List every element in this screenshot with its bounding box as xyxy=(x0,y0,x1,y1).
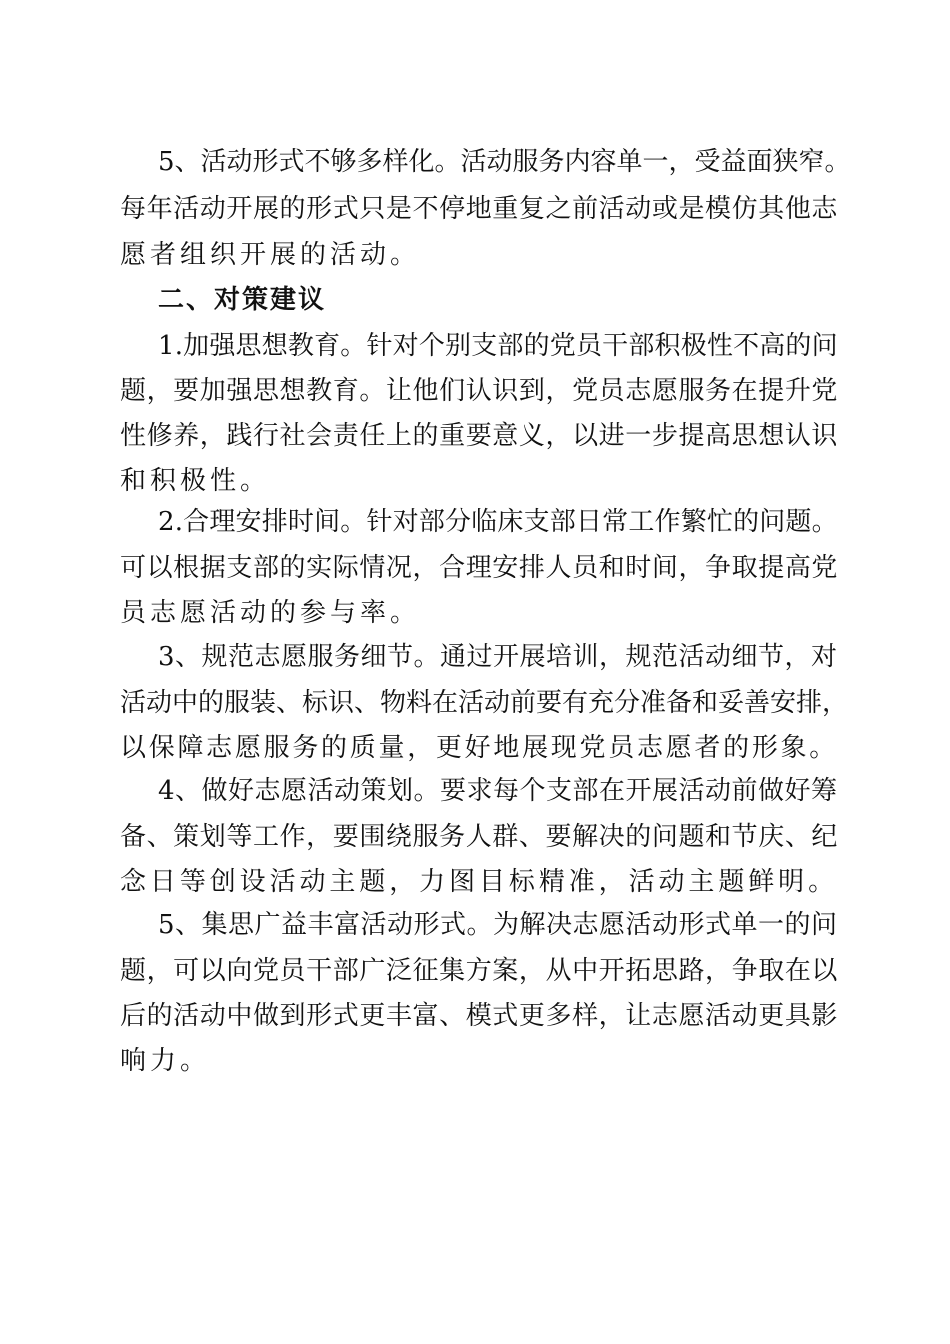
recommendation-5-line-3: 后的活动中做到形式更丰富、模式更多样，让志愿活动更具影 xyxy=(120,1001,839,1031)
recommendation-4-line-3: 念日等创设活动主题，力图目标精准，活动主题鲜明。 xyxy=(120,867,839,897)
recommendation-2-line-3: 员志愿活动的参与率。 xyxy=(120,598,421,628)
section-heading: 二、对策建议 xyxy=(158,285,327,315)
recommendation-2-line-1: 2.合理安排时间。针对部分临床支部日常工作繁忙的问题。 xyxy=(158,507,838,537)
recommendation-3-line-3: 以保障志愿服务的质量，更好地展现党员志愿者的形象。 xyxy=(120,733,839,763)
recommendation-4-line-2: 备、策划等工作，要围绕服务人群、要解决的问题和节庆、纪 xyxy=(120,822,839,852)
recommendation-3-line-1: 3、规范志愿服务细节。通过开展培训，规范活动细节，对 xyxy=(158,642,838,672)
recommendation-1-line-2: 题，要加强思想教育。让他们认识到，党员志愿服务在提升党 xyxy=(120,376,839,406)
recommendation-5-line-2: 题，可以向党员干部广泛征集方案，从中开拓思路，争取在以 xyxy=(120,956,839,986)
paragraph-5-line-3: 愿者组织开展的活动。 xyxy=(120,240,421,270)
recommendation-1-line-4: 和积极性。 xyxy=(120,466,271,496)
paragraph-5-line-2: 每年活动开展的形式只是不停地重复之前活动或是模仿其他志 xyxy=(120,194,839,224)
recommendation-2-line-2: 可以根据支部的实际情况，合理安排人员和时间，争取提高党 xyxy=(120,553,839,583)
recommendation-4-line-1: 4、做好志愿活动策划。要求每个支部在开展活动前做好筹 xyxy=(158,776,838,806)
recommendation-3-line-2: 活动中的服装、标识、物料在活动前要有充分准备和妥善安排， xyxy=(120,688,849,718)
recommendation-5-line-4: 响力。 xyxy=(120,1046,211,1076)
recommendation-5-line-1: 5、集思广益丰富活动形式。为解决志愿活动形式单一的问 xyxy=(158,910,838,940)
paragraph-5-line-1: 5、活动形式不够多样化。活动服务内容单一，受益面狭窄。 xyxy=(158,147,851,177)
recommendation-1-line-1: 1.加强思想教育。针对个别支部的党员干部积极性不高的问 xyxy=(158,331,838,361)
recommendation-1-line-3: 性修养，践行社会责任上的重要意义，以进一步提高思想认识 xyxy=(120,421,839,451)
